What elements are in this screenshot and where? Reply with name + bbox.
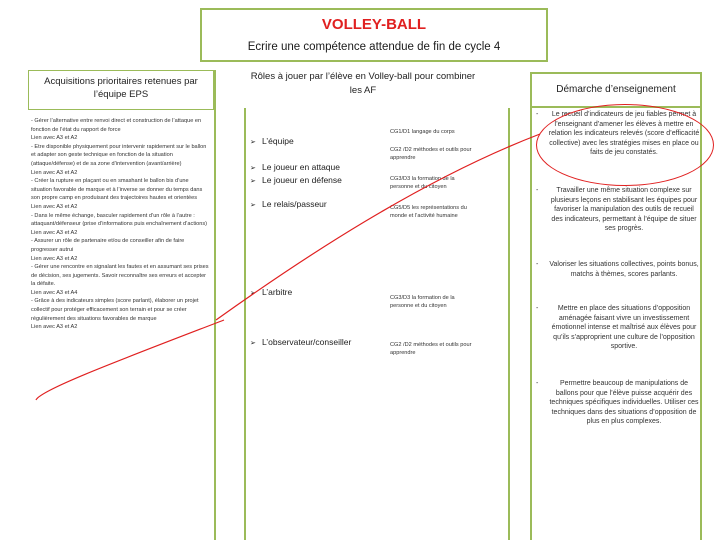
competence-label: CG5/D5 les représentations du monde et l’activité humaine	[390, 205, 467, 219]
page-subtitle: Ecrire une compétence attendue de fin de cycle 4	[247, 41, 501, 53]
page-title: VOLLEY-BALL	[321, 16, 427, 33]
arrow-bullet-icon: ➢	[250, 290, 256, 297]
right-heading: Démarche d’enseignement	[530, 72, 702, 108]
arrow-bullet-icon: ➢	[250, 178, 256, 185]
competence-label: CG2 /D2 méthodes et outils pour apprendre	[390, 147, 472, 161]
teaching-approach-item: - Travailler une même situation complexe sur plusieurs leçons en stabilisant les équipes pour favoriser la manipulation des outils de recueil des indicateurs, permettant à l’équipe de situer ses progrès.	[536, 187, 698, 233]
arrow-bullet-icon: ➢	[250, 139, 256, 146]
role-item: ➢ L’équipe	[250, 136, 294, 146]
highlight-ellipse-annotation	[536, 104, 714, 186]
role-item: ➢ L’arbitre	[250, 287, 293, 297]
competence-label: CG3/D3 la formation de la personne et du citoyen	[390, 295, 455, 309]
arrow-bullet-icon: ➢	[250, 202, 256, 209]
left-acquisitions-text: - Gérer l’alternative entre renvoi direct et construction de l’attaque en fonction de l’état du rapport de force Lien avec A3 et A2 - Etre disponible physiquement pour intervenir rapidement sur le ballon et adapter son geste technique en fonction de la situation (attaque/défense) et de sa zone d’intervention (avant/arrière) Lien avec A3 et A2 - Créer la rupture en plaçant ou en smashant le ballon bis d’une situation favorable de marque et à l’inverse se donner du temps dans son propre camp en produisant des trajectoires hautes et orientées Lien avec A3 et A2 - Dans le même échange, basculer rapidement d’un rôle à l’autre : attaquant/défenseur (prise d’informations puis enchaînement d’actions) Lien avec A3 et A2 - Assurer un rôle de partenaire et/ou de conseiller afin de faire progresser autrui Lien avec A3 et A2 - Gérer une rencontre en signalant les fautes et en assumant ses prises de décision, ses jugements. Savoir reconnaître ses erreurs et accepter la défaite. Lien avec A3 et A4 - Grâce à des indicateurs simples (score parlant), élaborer un projet collectif pour protéger efficacement son terrain et pour se créer régulièrement des situations favorables de marque Lien avec A3 et A2	[31, 118, 209, 331]
teaching-approach-item: - Le recueil d’indicateurs de jeu fiables permet à l’enseignant d’amener les élèves à mettre en relation les indicateurs relevés (score d’efficacité collective) avec les stratégies mises en place ou faits de jeu constatés.	[536, 111, 700, 157]
competence-label: CG2 /D2 méthodes et outils pour apprendre	[390, 342, 472, 356]
role-item: ➢ L’observateur/conseiller	[250, 337, 352, 347]
middle-heading: Rôles à jouer par l’élève en Volley-ball pour combiner les AF	[250, 71, 476, 96]
left-heading: Acquisitions prioritaires retenues par l’équipe EPS	[28, 70, 214, 110]
role-item: ➢ Le joueur en attaque	[250, 162, 340, 172]
teaching-approach-item: - Valoriser les situations collectives, points bonus, matchs à thèmes, scores parlants.	[536, 261, 699, 278]
role-item: ➢ Le relais/passeur	[250, 199, 327, 209]
arrow-bullet-icon: ➢	[250, 340, 256, 347]
teaching-approach-item: - Mettre en place des situations d’opposition aménagée faisant vivre un investissement émotionnel intense et maîtrisé aux élèves pour qu’ils s’approprient une culture de l’opposition sportive.	[536, 305, 697, 351]
teaching-approach-item: - Permettre beaucoup de manipulations de ballons pour que l’élève puisse acquérir des techniques spécifiques individuelles. Utiliser ces techniques dans des situations d’opposition de plus en plus complexes.	[536, 380, 699, 426]
competence-label: CG3/D3 la formation de la personne et du citoyen	[390, 176, 455, 190]
role-item: ➢ Le joueur en défense	[250, 175, 342, 185]
middle-column	[244, 108, 510, 540]
header-box	[200, 8, 548, 62]
arrow-bullet-icon: ➢	[250, 165, 256, 172]
competence-label: CG1/D1 langage du corps	[390, 129, 455, 135]
